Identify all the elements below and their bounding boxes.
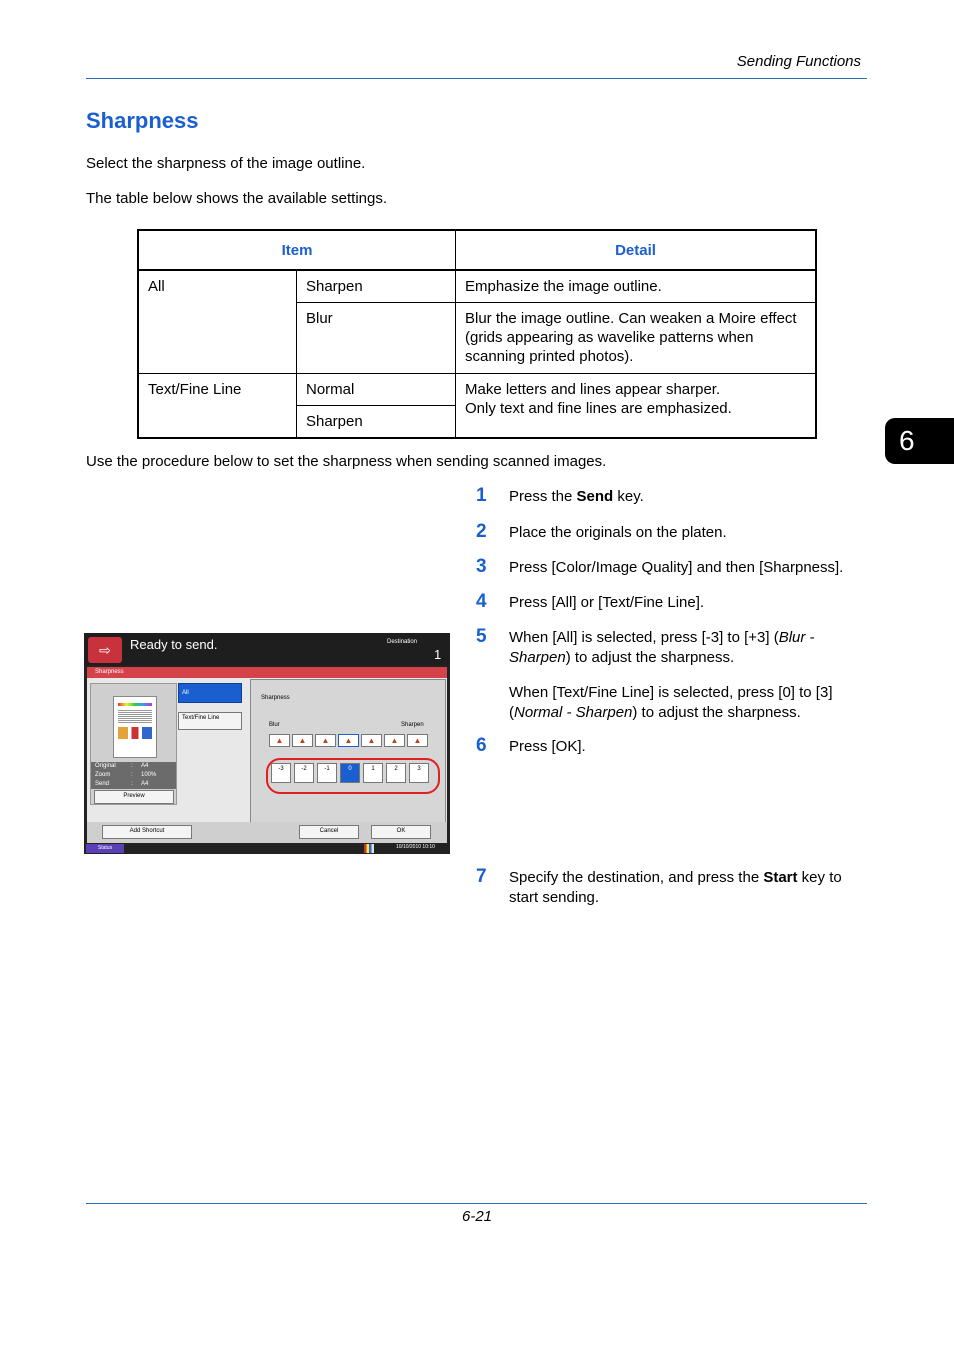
info-sep: :: [131, 781, 133, 787]
preview-button[interactable]: Preview: [94, 790, 174, 804]
step-number: 2: [476, 521, 487, 542]
panel-status-bar: [84, 843, 450, 854]
page-title: Sharpness: [86, 108, 199, 133]
cancel-button[interactable]: Cancel: [299, 825, 359, 839]
header-rule: [86, 78, 867, 79]
detail-line: Only text and fine lines are emphasized.: [465, 400, 732, 417]
section-header: Sending Functions: [736, 53, 861, 70]
send-icon: ⇨: [88, 637, 122, 663]
level-button-selected[interactable]: 0: [340, 763, 360, 783]
level-button[interactable]: -1: [317, 763, 337, 783]
info-label: Send: [95, 781, 110, 787]
all-button[interactable]: All: [178, 683, 242, 703]
cell-detail: Emphasize the image outline.: [456, 270, 817, 303]
sample-image-icon: ▲: [384, 734, 405, 747]
cell-option: Sharpen: [296, 406, 455, 439]
status-button[interactable]: Status: [86, 844, 124, 853]
intro-line-2: The table below shows the available settings.: [86, 190, 388, 207]
cell-detail: [456, 374, 817, 439]
info-row: [91, 762, 176, 771]
page-number: 6-21: [461, 1208, 493, 1225]
header-detail: Detail: [456, 230, 817, 270]
info-label: Original: [95, 763, 116, 769]
blur-label: Blur: [269, 722, 280, 728]
sample-image-icon: ▲: [315, 734, 336, 747]
info-rows: [91, 762, 176, 789]
info-row: [91, 771, 176, 780]
level-button[interactable]: 3: [409, 763, 429, 783]
step-text: When [Text/Fine Line] is selected, press [0] to [3] (Normal - Sharpen) to adjust the sharpness.: [509, 684, 833, 721]
sample-image-icon: ▲: [269, 734, 290, 747]
info-sep: :: [131, 763, 133, 769]
intro-line-1: Select the sharpness of the image outline.: [86, 155, 366, 172]
ok-button[interactable]: OK: [371, 825, 431, 839]
sharpen-label: Sharpen: [401, 722, 424, 728]
cell-option: Blur: [296, 303, 455, 374]
preview-area: [90, 683, 177, 805]
info-label: Zoom: [95, 772, 111, 778]
level-buttons: [271, 763, 429, 783]
level-button[interactable]: -2: [294, 763, 314, 783]
level-icons: [269, 734, 428, 747]
step-text: Press the Send key.: [509, 488, 644, 505]
procedure-intro: Use the procedure below to set the sharpness when sending scanned images.: [86, 453, 607, 470]
pane-title: Sharpness: [261, 695, 290, 701]
level-button[interactable]: 1: [363, 763, 383, 783]
info-value: A4: [141, 763, 149, 769]
sample-image-icon: ▲: [407, 734, 428, 747]
step-number: 1: [476, 485, 487, 506]
sample-image-icon: ▲: [338, 734, 359, 747]
panel-body: [87, 667, 447, 852]
datetime: 10/10/2010 10:10: [396, 844, 435, 850]
step-text: Place the originals on the platen.: [509, 524, 727, 541]
step-number: 5: [476, 626, 487, 647]
cell-option: Normal: [296, 374, 455, 406]
step-number: 7: [476, 866, 487, 887]
cell-text-fine-line: Text/Fine Line: [138, 374, 296, 439]
add-shortcut-button[interactable]: Add Shortcut: [102, 825, 192, 839]
footer-rule: [86, 1203, 867, 1204]
step-number: 3: [476, 556, 487, 577]
step-text: When [All] is selected, press [-3] to [+3] (Blur - Sharpen) to adjust the sharpness.: [509, 629, 815, 666]
level-button[interactable]: 2: [386, 763, 406, 783]
screen-title-bar: Sharpness: [87, 667, 447, 678]
step-text: Press [All] or [Text/Fine Line].: [509, 594, 705, 611]
header-item: Item: [138, 230, 456, 270]
cell-detail: Blur the image outline. Can weaken a Moire effect (grids appearing as wavelike patterns when scanning printed photos).: [456, 303, 817, 374]
info-sep: :: [131, 772, 133, 778]
panel-top-bar: [84, 633, 450, 665]
sample-image-icon: ▲: [292, 734, 313, 747]
toner-icon: [364, 844, 374, 853]
cell-option: Sharpen: [296, 270, 455, 303]
text-fine-line-button[interactable]: Text/Fine Line: [178, 712, 242, 730]
step-text: Press [OK].: [509, 738, 586, 755]
info-row: [91, 780, 176, 789]
settings-table: [137, 229, 817, 439]
step-number: 4: [476, 591, 487, 612]
sample-image-icon: ▲: [361, 734, 382, 747]
destination-label: Destination: [387, 639, 418, 645]
destination-count: 1: [434, 647, 442, 662]
detail-line: Make letters and lines appear sharper.: [465, 381, 721, 398]
sharpness-pane: [250, 679, 446, 823]
level-button[interactable]: -3: [271, 763, 291, 783]
info-value: 100%: [141, 772, 157, 778]
status-message: Ready to send.: [130, 637, 218, 652]
device-panel: [84, 633, 450, 854]
step-number: 6: [476, 735, 487, 756]
chapter-tab: 6: [885, 418, 954, 464]
step-text: Specify the destination, and press the Start key to start sending.: [509, 869, 842, 906]
step-text: Press [Color/Image Quality] and then [Sharpness].: [509, 559, 844, 576]
document-thumbnail: [113, 696, 157, 758]
info-value: A4: [141, 781, 149, 787]
cell-all: All: [138, 270, 296, 374]
